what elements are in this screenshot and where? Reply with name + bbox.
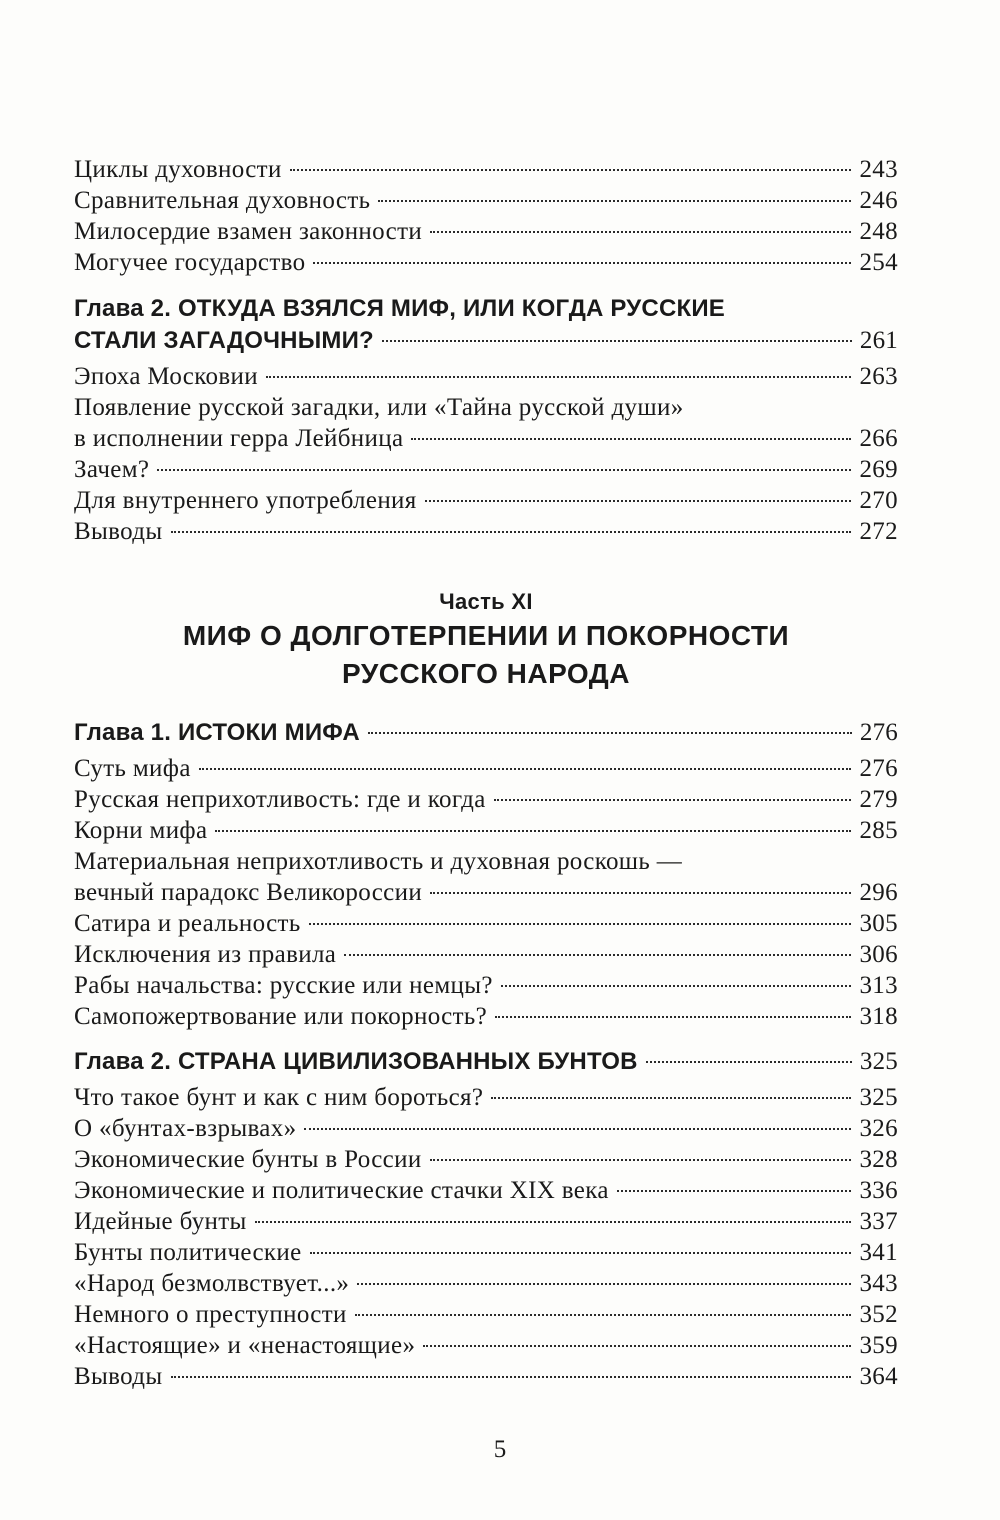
toc-entry [74,939,898,970]
toc-entry [74,1237,898,1268]
dot-leader [309,923,852,925]
toc-entry [74,1175,898,1206]
toc-entry-page: 296 [859,879,898,906]
toc-entry [74,753,898,784]
dot-leader [290,169,852,171]
toc-entry-page: 336 [859,1177,898,1204]
dot-leader [171,531,852,533]
toc-entry [74,247,898,278]
toc-entry-title: Выводы [74,1363,163,1390]
toc-entry [74,1299,898,1330]
dot-leader [310,1252,852,1254]
toc-entry-title: Циклы духовности [74,156,282,183]
toc-entry-page: 325 [859,1084,898,1111]
toc-entry-title: Могучее государство [74,249,306,276]
toc-entry-title: Русская неприхотливость: где и когда [74,786,486,813]
toc-entry-page: 306 [859,941,898,968]
toc-entry-title: Идейные бунты [74,1208,247,1235]
toc-entry-page: 337 [859,1208,898,1235]
toc-entry-title: Для внутреннего употребления [74,487,417,514]
toc-entry-title: Бунты политические [74,1239,302,1266]
dot-leader [255,1221,852,1223]
dot-leader [382,340,852,342]
dot-leader [304,1128,851,1130]
toc-entry-title: Сатира и реальность [74,910,301,937]
toc-entry-page: 254 [859,249,898,276]
toc-entry [74,784,898,815]
toc-entry-title: вечный парадокс Великороссии [74,879,423,906]
toc-entry [74,1330,898,1361]
toc-entry-title: Самопожертвование или покорность? [74,1003,488,1030]
toc-entry-page: 285 [859,817,898,844]
chapter-title: Глава 1. ИСТОКИ МИФА [74,719,360,746]
dot-leader [357,1283,851,1285]
toc-entry-page: 328 [859,1146,898,1173]
toc-entry [74,516,898,547]
toc-entry-page: 352 [859,1301,898,1328]
toc-entry-page: 313 [859,972,898,999]
dot-leader [494,799,852,801]
toc-entry-title: Зачем? [74,456,150,483]
toc-entry [74,485,898,516]
toc-entry-title: Милосердие взамен законности [74,218,423,245]
dot-leader [313,262,851,264]
dot-leader [368,732,852,734]
dot-leader [423,1345,851,1347]
dot-leader [157,469,851,471]
toc-entry-title: Что такое бунт и как с ним бороться? [74,1084,484,1111]
toc-entry-title: Исключения из правила [74,941,337,968]
dot-leader [501,985,852,987]
toc-entry-title: «Настоящие» и «ненастоящие» [74,1332,416,1359]
toc-entry-page: 276 [859,755,898,782]
toc-entry [74,185,898,216]
part-title-line: РУССКОГО НАРОДА [342,658,630,689]
toc-entry [74,454,898,485]
toc-entry-page: 343 [859,1270,898,1297]
toc-entry [74,1268,898,1299]
toc-entry [74,970,898,1001]
dot-leader [411,438,851,440]
dot-leader [266,376,851,378]
toc-entry-title: Суть мифа [74,755,191,782]
dot-leader [430,892,851,894]
toc-entry-page: 279 [859,786,898,813]
dot-leader [378,200,851,202]
toc-entry-title: Корни мифа [74,817,208,844]
dot-leader [355,1314,852,1316]
toc-entry-page: 263 [859,363,898,390]
toc-entry-title: Сравнительная духовность [74,187,371,214]
toc-entry-page: 246 [859,187,898,214]
dot-leader [646,1061,852,1063]
toc-entry-page: 364 [859,1363,898,1390]
toc-entry-page: 269 [859,456,898,483]
toc-entry-title: в исполнении герра Лейбница [74,425,404,452]
table-of-contents [74,154,898,1392]
toc-entry [74,1001,898,1032]
chapter-page: 276 [859,719,898,746]
chapter-heading-row [74,717,898,748]
toc-entry-title: «Народ безмолвствует...» [74,1270,350,1297]
toc-entry-title: О «бунтах-взрывах» [74,1115,297,1142]
toc-entry-title: Экономические и политические стачки XIX века [74,1177,609,1204]
toc-entry-title-line: Материальная неприхотливость и духовная роскошь — [74,848,683,875]
toc-entry-page: 266 [859,425,898,452]
part-label: Часть XI [439,589,533,614]
toc-entry [74,154,898,185]
chapter-heading-row [74,1046,898,1077]
toc-entry [74,815,898,846]
toc-entry-page: 270 [859,487,898,514]
dot-leader [199,768,852,770]
toc-entry [74,1082,898,1113]
toc-entry [74,1113,898,1144]
toc-entry-title: Эпоха Московии [74,363,258,390]
toc-entry [74,908,898,939]
toc-entry [74,361,898,392]
toc-entry-page: 248 [859,218,898,245]
toc-entry [74,1144,898,1175]
dot-leader [430,231,851,233]
dot-leader [344,954,851,956]
dot-leader [430,1159,852,1161]
toc-entry [74,1206,898,1237]
page-number: 5 [493,1436,507,1463]
dot-leader [215,830,851,832]
toc-entry-page: 341 [859,1239,898,1266]
dot-leader [171,1376,852,1378]
part-title-line: МИФ О ДОЛГОТЕРПЕНИИ И ПОКОРНОСТИ [182,620,790,651]
dot-leader [491,1097,851,1099]
toc-entry [74,423,898,454]
chapter-title: Глава 2. СТРАНА ЦИВИЛИЗОВАННЫХ БУНТОВ [74,1048,638,1075]
toc-entry-title-line: Появление русской загадки, или «Тайна русской души» [74,394,684,421]
chapter-page: 261 [859,327,898,354]
toc-entry-title: Выводы [74,518,163,545]
toc-entry-title: Немного о преступности [74,1301,347,1328]
toc-entry-page: 326 [859,1115,898,1142]
chapter-title: СТАЛИ ЗАГАДОЧНЫМИ? [74,327,374,354]
toc-entry [74,877,898,908]
dot-leader [495,1016,851,1018]
part-heading [74,587,898,693]
toc-entry-title: Экономические бунты в России [74,1146,422,1173]
toc-entry-page: 305 [859,910,898,937]
dot-leader [617,1190,852,1192]
toc-entry [74,216,898,247]
toc-entry-page: 359 [859,1332,898,1359]
toc-entry-page: 243 [859,156,898,183]
toc-entry [74,1361,898,1392]
chapter-heading: Глава 2. ОТКУДА ВЗЯЛСЯ МИФ, ИЛИ КОГДА РУССКИЕ [74,295,725,322]
dot-leader [425,500,852,502]
chapter-heading-row [74,325,898,356]
toc-entry-page: 272 [859,518,898,545]
chapter-page: 325 [859,1048,898,1075]
toc-entry-page: 318 [859,1003,898,1030]
toc-entry-title: Рабы начальства: русские или немцы? [74,972,493,999]
